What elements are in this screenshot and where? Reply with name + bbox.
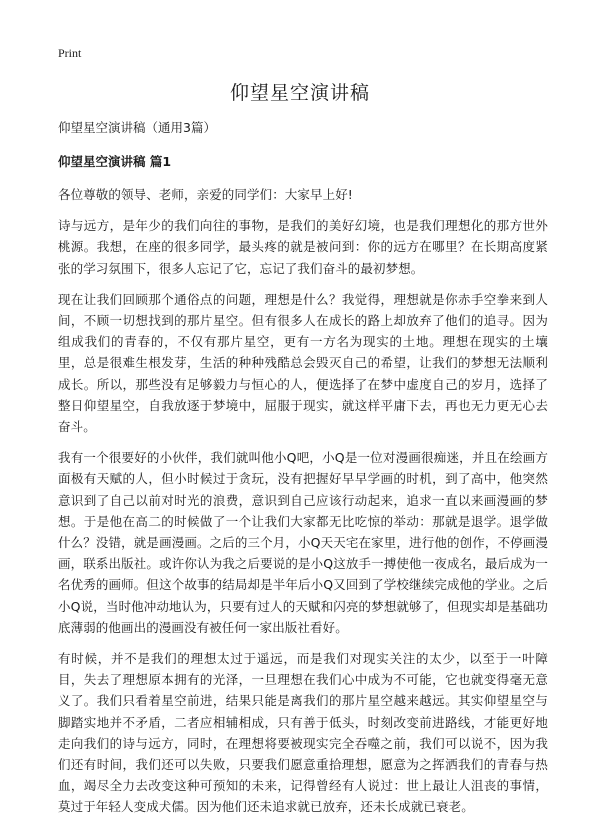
paragraph: 有时候，并不是我们的理想太过于遥远，而是我们对现实关注的太少，以至于一叶障目，失去了理想原本拥有的光泽，一旦理想在我们心中成为不可能，它也就变得毫无意义了。我们只看着星空前进，结果只能是离我们的那片星空越来越远。其实仰望星空与脚踏实地并不矛盾，二者应相辅相成，只有善于低头，时刻改变前进路线，才能更好地走向我们的诗与远方，同时，在理想将要被现实完全吞噬之前，我们可以说不，因为我们还有时间，我们还可以失败，只要我们愿意重拾理想，愿意为之挥洒我们的青春与热血，竭尽全力去改变这种可预知的未来，记得曾经有人说过：世上最让人沮丧的事情，莫过于年轻人变成犬儒。因为他们还未追求就已放弃，还未长成就已衰老。 — [58, 651, 548, 815]
document-body — [58, 118, 548, 828]
paragraph: 我有一个很要好的小伙伴，我们就叫他小Q吧，小Q是一位对漫画很痴迷，并且在绘画方面极有天赋的人，但小时候过于贪玩，没有把握好早早学画的时机，到了高中，他突然意识到了自己以前对时光的浪费，意识到自己应该行动起来，追求一直以来画漫画的梦想。于是他在高二的时候做了一个让我们大家都无比吃惊的举动：那就是退学。退学做什么？没错，就是画漫画。之后的三个月，小Q天天宅在家里，进行他的创作，不停画漫画，联系出版社。或许你认为我之后要说的是小Q这放手一搏使他一夜成名，最后成为一名优秀的画师。但这个故事的结局却是半年后小Q又回到了学校继续完成他的学业。之后小Q说，当时他冲动地认为，只要有过人的天赋和闪亮的梦想就够了，但现实却是基础功底薄弱的他画出的漫画没有被任何一家出版社看好。 — [58, 450, 548, 635]
paragraph: 诗与远方，是年少的我们向往的事物，是我们的美好幻境，也是我们理想化的那方世外桃源。我想，在座的很多同学，最头疼的就是被问到：你的远方在哪里？在长期高度紧张的学习氛围下，很多人忘记了它，忘记了我们奋斗的最初梦想。 — [58, 218, 548, 276]
print-link[interactable]: Print — [58, 46, 82, 60]
paragraph: 现在让我们回顾那个通俗点的问题，理想是什么？我觉得，理想就是你赤手空拳来到人间，不顾一切想找到的那片星空。但有很多人在成长的路上却放弃了他们的追寻。因为组成我们的青春的，不仅有那片星空，更有一方名为现实的土地。理想在现实的土壤里，总是很难生根发芽，生活的种种残酷总会毁灭自己的希望，让我们的梦想无法顺利成长。所以，那些没有足够毅力与恒心的人，便选择了在梦中虚度自己的岁月，选择了整日仰望星空，自我放逐于梦境中，屈服于现实，就这样平庸下去，再也无力更无心去奋斗。 — [58, 291, 548, 435]
document-subtitle: 仰望星空演讲稿（通用3篇） — [58, 120, 216, 135]
page-title: 仰望星空演讲稿 — [229, 82, 370, 104]
paragraph-greeting: 各位尊敬的领导、老师，亲爱的同学们：大家早上好! — [58, 187, 353, 202]
section-heading: 仰望星空演讲稿 篇1 — [58, 154, 172, 169]
